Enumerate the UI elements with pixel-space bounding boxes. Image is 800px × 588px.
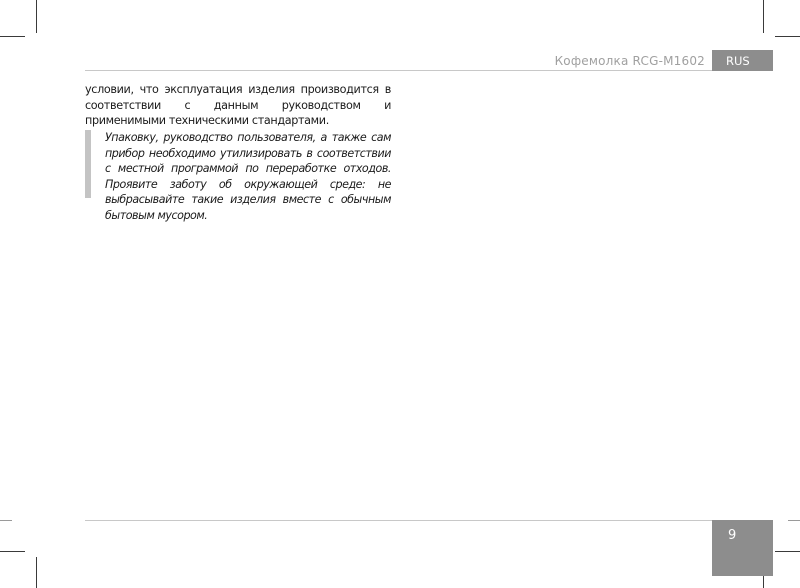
crop-mark <box>0 520 12 521</box>
recycling-note <box>85 130 391 222</box>
document-title: Кофемолка RCG-M1602 <box>554 54 705 68</box>
note-accent-bar <box>85 130 91 198</box>
crop-mark <box>775 551 800 552</box>
note-text: Упаковку, руководство пользователя, а также сам прибор необходимо утилизировать в соответствии с местной программой по переработке отходов. Проявите заботу об окружающей среде: не выбрасывайте такие изделия вместе с обычным бытовым мусором. <box>105 131 391 222</box>
crop-mark <box>0 36 25 37</box>
header-rule <box>85 70 773 71</box>
crop-mark <box>788 520 800 521</box>
crop-mark <box>0 551 25 552</box>
footer-rule <box>85 520 773 521</box>
page-number-box <box>712 520 773 576</box>
language-tab <box>712 50 773 71</box>
body-paragraph: условии, что эксплуатация изделия производится в соответствии с данным руководством и применимыми техническими стандартами. <box>85 83 391 128</box>
crop-mark <box>763 0 764 33</box>
crop-mark <box>36 557 37 588</box>
crop-mark <box>36 0 37 33</box>
language-label: RUS <box>726 53 750 68</box>
page-number: 9 <box>728 528 737 543</box>
crop-mark <box>775 36 800 37</box>
